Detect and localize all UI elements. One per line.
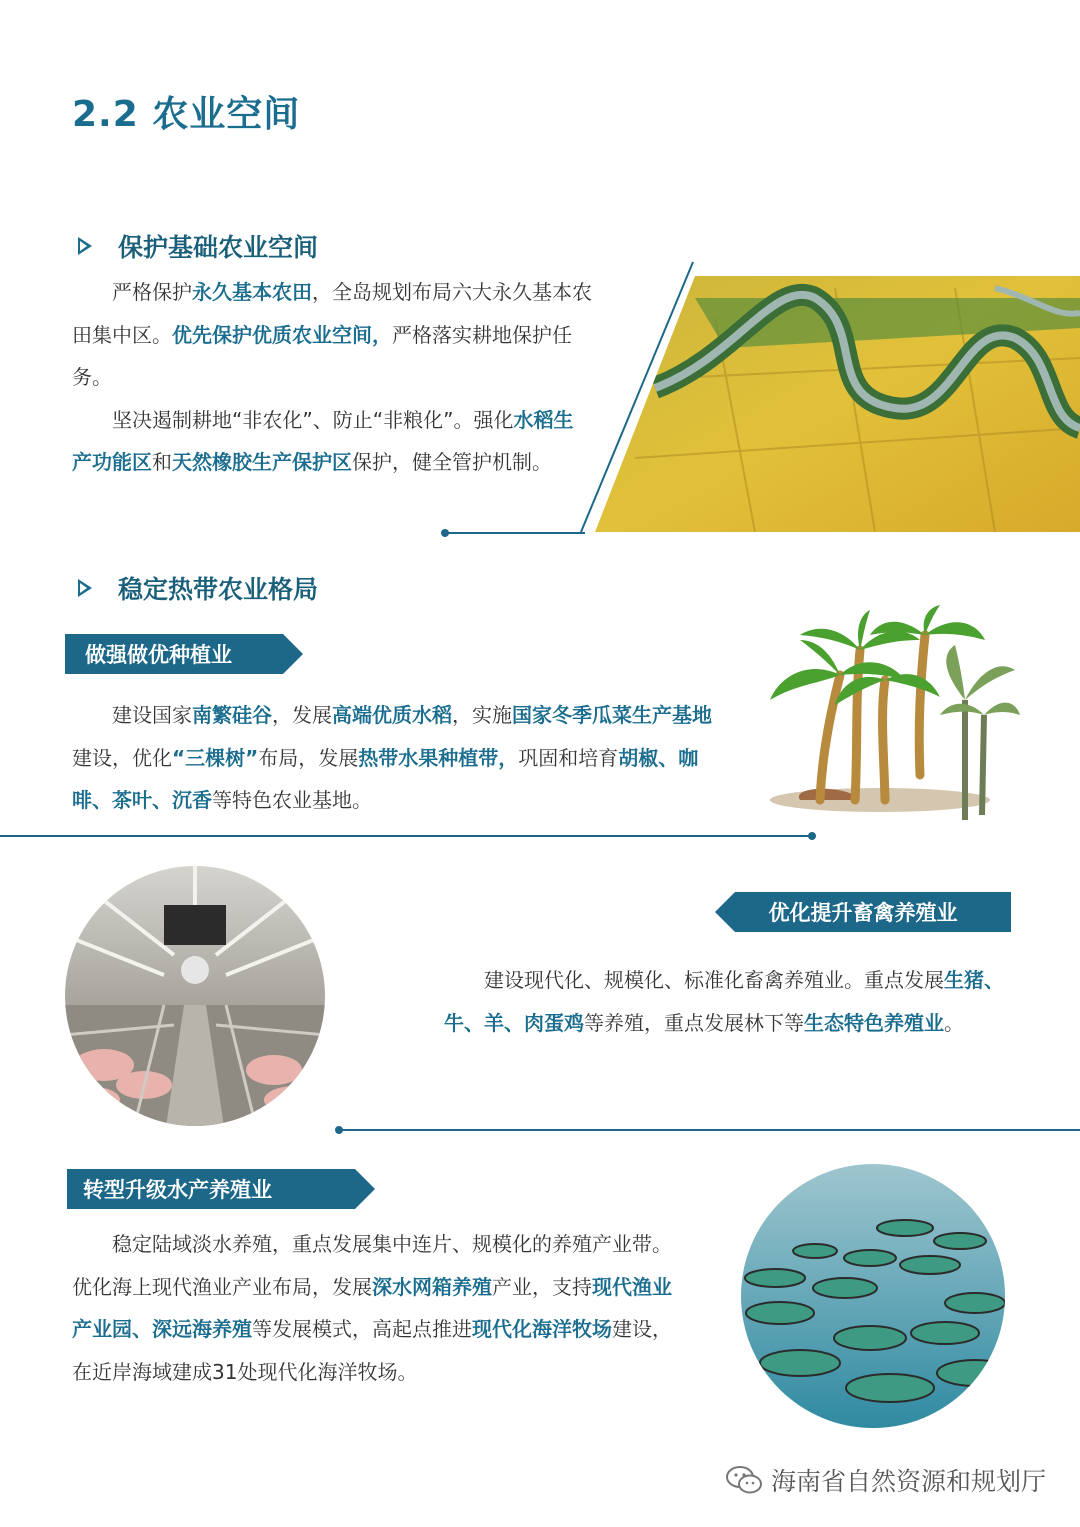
divider-line — [340, 1129, 1080, 1131]
aquaculture-text — [72, 1223, 672, 1393]
paragraph: 建设国家南繁硅谷，发展高端优质水稻，实施国家冬季瓜菜生产基地建设，优化“三棵树”布局，发展热带水果种植带，巩固和培育胡椒、咖啡、茶叶、沉香等特色农业基地。 — [72, 703, 712, 812]
banner-text: 优化提升畜禽养殖业 — [768, 901, 958, 925]
farmland-river-image — [575, 258, 1080, 540]
highlight: 永久基本农田 — [192, 280, 312, 304]
section-heading-text: 保护基础农业空间 — [118, 233, 319, 262]
divider-line — [445, 532, 585, 534]
divider-dot — [808, 832, 816, 840]
pig-farm-image — [64, 865, 326, 1127]
banner-livestock — [715, 892, 1011, 932]
highlight: 优先保护优质农业空间， — [172, 322, 392, 347]
palm-trees-image — [760, 605, 1020, 830]
section-heading-protect — [78, 228, 318, 264]
section1-text — [72, 271, 592, 484]
livestock-text — [444, 959, 1009, 1044]
arrow-icon — [78, 579, 92, 597]
planting-text — [72, 694, 722, 822]
divider-dot — [441, 529, 449, 537]
paragraph: 严格保护永久基本农田，全岛规划布局六大永久基本农田集中区。优先保护优质农业空间，严格落实耕地保护任务。 — [72, 280, 592, 389]
highlight: 天然橡胶生产保护区 — [172, 450, 352, 474]
banner-aquaculture — [67, 1169, 377, 1209]
banner-text: 做强做优种植业 — [85, 643, 232, 667]
section-heading-text: 稳定热带农业格局 — [118, 575, 319, 604]
section-heading-tropical — [78, 570, 318, 606]
page-title: 2.2 农业空间 — [72, 94, 301, 135]
fish-cage-image — [740, 1163, 1006, 1429]
footer-text: 海南省自然资源和规划厅 — [770, 1467, 1046, 1496]
divider-dot — [335, 1126, 343, 1134]
paragraph: 建设现代化、规模化、标准化畜禽养殖业。重点发展生猪、牛、羊、肉蛋鸡等养殖，重点发展林下等生态特色养殖业。 — [444, 968, 1004, 1035]
paragraph: 坚决遏制耕地“非农化”、防止“非粮化”。强化水稻生产功能区和天然橡胶生产保护区保护，健全管护机制。 — [72, 407, 574, 474]
wechat-icon — [725, 1464, 763, 1496]
arrow-icon — [78, 237, 92, 255]
banner-text: 转型升级水产养殖业 — [83, 1178, 272, 1202]
paragraph: 稳定陆域淡水养殖，重点发展集中连片、规模化的养殖产业带。优化海上现代渔业产业布局，发展深水网箱养殖产业，支持现代渔业产业园、深远海养殖等发展模式，高起点推进现代化海洋牧场建设，在近岸海域建成31处现代化海洋牧场。 — [72, 1232, 672, 1384]
banner-planting — [65, 634, 305, 674]
divider-line — [0, 835, 814, 837]
footer-attribution — [725, 1462, 1046, 1498]
highlight: 水稻生产功能区 — [72, 407, 574, 474]
